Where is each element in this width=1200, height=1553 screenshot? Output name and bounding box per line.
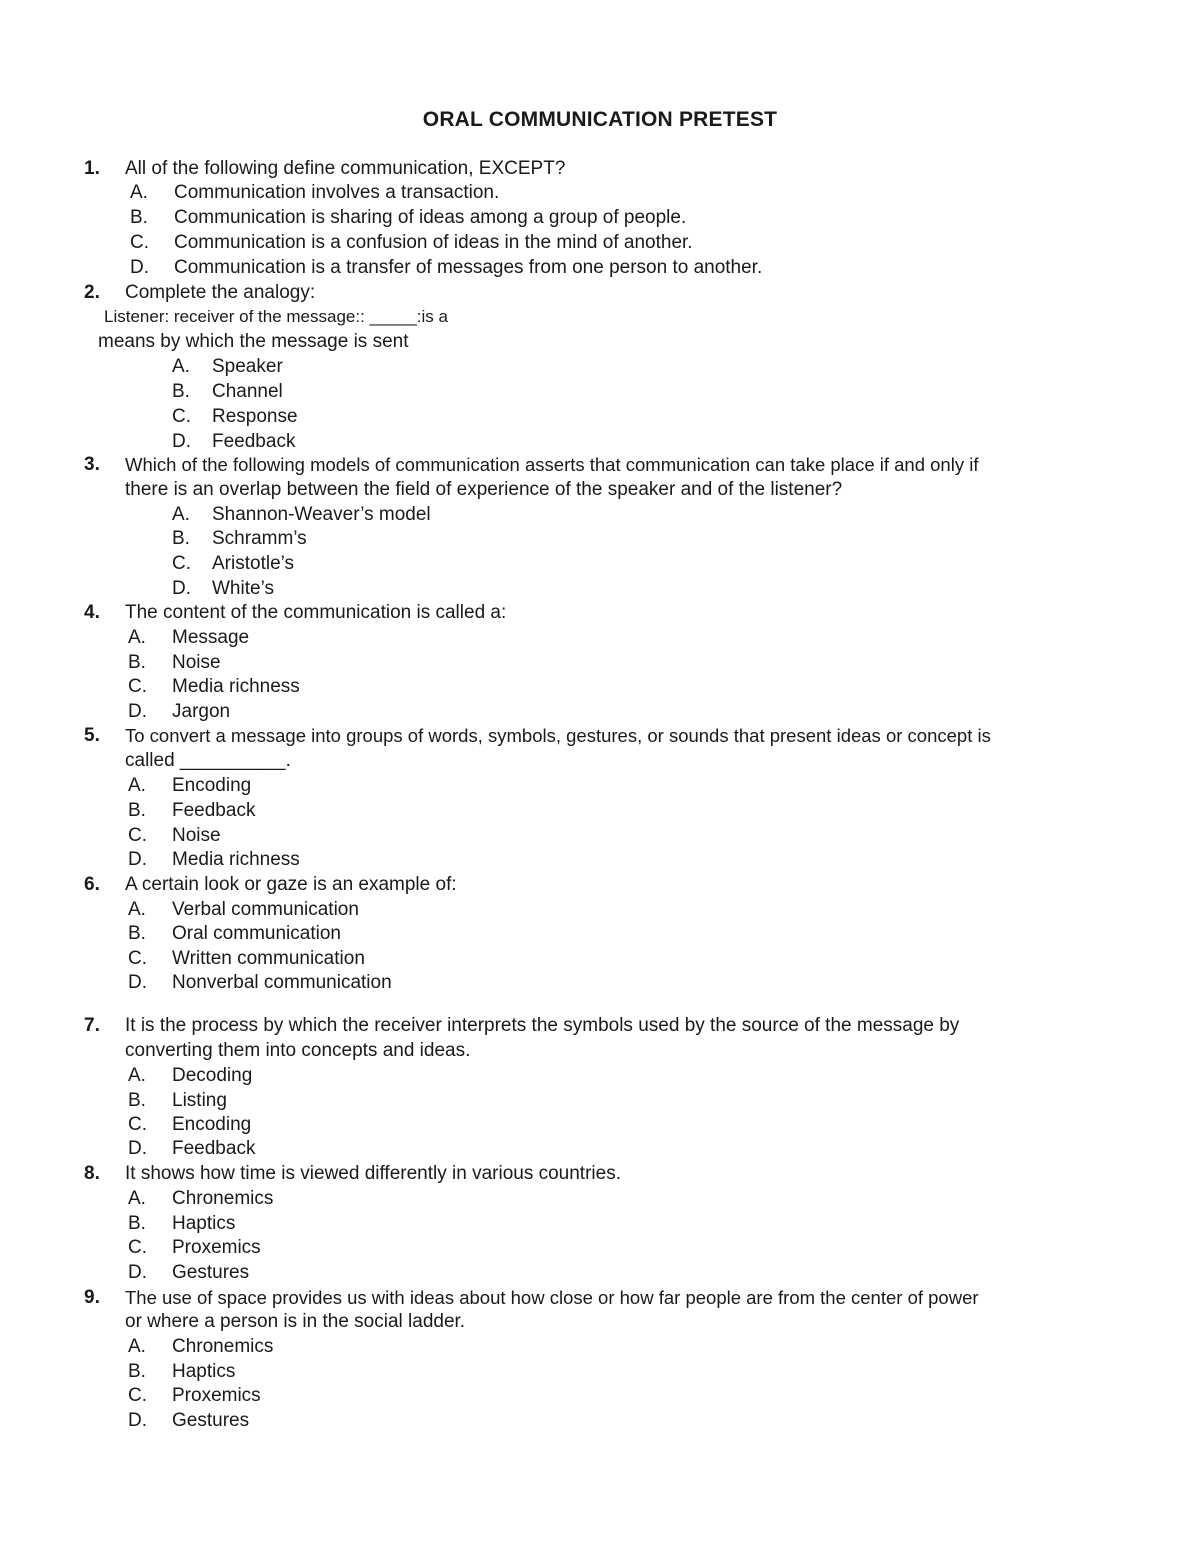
option: B. Feedback [128, 800, 256, 821]
question-number: 9. [84, 1287, 100, 1308]
question-number: 3. [84, 454, 100, 475]
question-text: or where a person is in the social ladder. [125, 1311, 466, 1332]
option: D. Nonverbal communication [128, 972, 392, 993]
option: B. Noise [128, 652, 221, 673]
option: C. Aristotle’s [172, 553, 295, 574]
question-number: 2. [84, 282, 100, 303]
option: C. Proxemics [128, 1385, 261, 1406]
option: C. Encoding [128, 1114, 252, 1135]
option: C. Written communication [128, 948, 365, 969]
analogy-line: means by which the message is sent [98, 331, 409, 352]
question-text: Which of the following models of communication asserts that communication can take place if and only if [125, 454, 979, 475]
option: A. Shannon-Weaver’s model [172, 504, 431, 525]
question-text: It is the process by which the receiver interprets the symbols used by the source of the message by [125, 1015, 960, 1036]
option: C. Noise [128, 825, 221, 846]
option: A. Verbal communication [128, 899, 359, 920]
option: B. Channel [172, 381, 283, 402]
option: A. Encoding [128, 775, 252, 796]
option: A. Chronemics [128, 1336, 274, 1357]
question-number: 5. [84, 725, 100, 746]
page-title: ORAL COMMUNICATION PRETEST [422, 108, 778, 131]
option: B. Communication is sharing of ideas among a group of people. [130, 207, 687, 228]
option: A. Communication involves a transaction. [130, 182, 500, 203]
question-text: All of the following define communication, EXCEPT? [125, 158, 566, 179]
option: B. Haptics [128, 1361, 236, 1382]
option: D. Gestures [128, 1262, 250, 1283]
question-number: 4. [84, 602, 100, 623]
option: C. Media richness [128, 676, 300, 697]
option: D. Jargon [128, 701, 231, 722]
option: A. Message [128, 627, 250, 648]
question-text: called __________. [125, 750, 291, 771]
question-text: Complete the analogy: [125, 282, 316, 303]
question-text: there is an overlap between the field of experience of the speaker and of the listener? [125, 479, 843, 500]
option: D. Communication is a transfer of messages from one person to another. [130, 257, 763, 278]
option: D. White’s [172, 578, 274, 599]
option: B. Schramm’s [172, 528, 307, 549]
question-number: 8. [84, 1163, 100, 1184]
option: A. Decoding [128, 1065, 253, 1086]
question-text: converting them into concepts and ideas. [125, 1040, 471, 1061]
option: B. Listing [128, 1090, 227, 1111]
question-text: The content of the communication is called a: [125, 602, 507, 623]
question-text: The use of space provides us with ideas about how close or how far people are from the center of power [125, 1287, 979, 1308]
option: A. Chronemics [128, 1188, 274, 1209]
analogy-line: Listener: receiver of the message:: _____:is a [104, 307, 448, 326]
option: B. Haptics [128, 1213, 236, 1234]
question-number: 7. [84, 1015, 100, 1036]
question-number: 1. [84, 158, 100, 179]
option: B. Oral communication [128, 923, 341, 944]
option: D. Gestures [128, 1410, 250, 1431]
question-number: 6. [84, 874, 100, 895]
option: C. Response [172, 406, 298, 427]
option: A. Speaker [172, 356, 283, 377]
question-text: To convert a message into groups of words, symbols, gestures, or sounds that present ideas or concept is [125, 725, 991, 746]
option: D. Feedback [172, 431, 296, 452]
option: C. Proxemics [128, 1237, 261, 1258]
option: D. Feedback [128, 1138, 256, 1159]
option: D. Media richness [128, 849, 300, 870]
question-text: A certain look or gaze is an example of: [125, 874, 457, 895]
question-text: It shows how time is viewed differently in various countries. [125, 1163, 621, 1184]
option: C. Communication is a confusion of ideas in the mind of another. [130, 232, 693, 253]
